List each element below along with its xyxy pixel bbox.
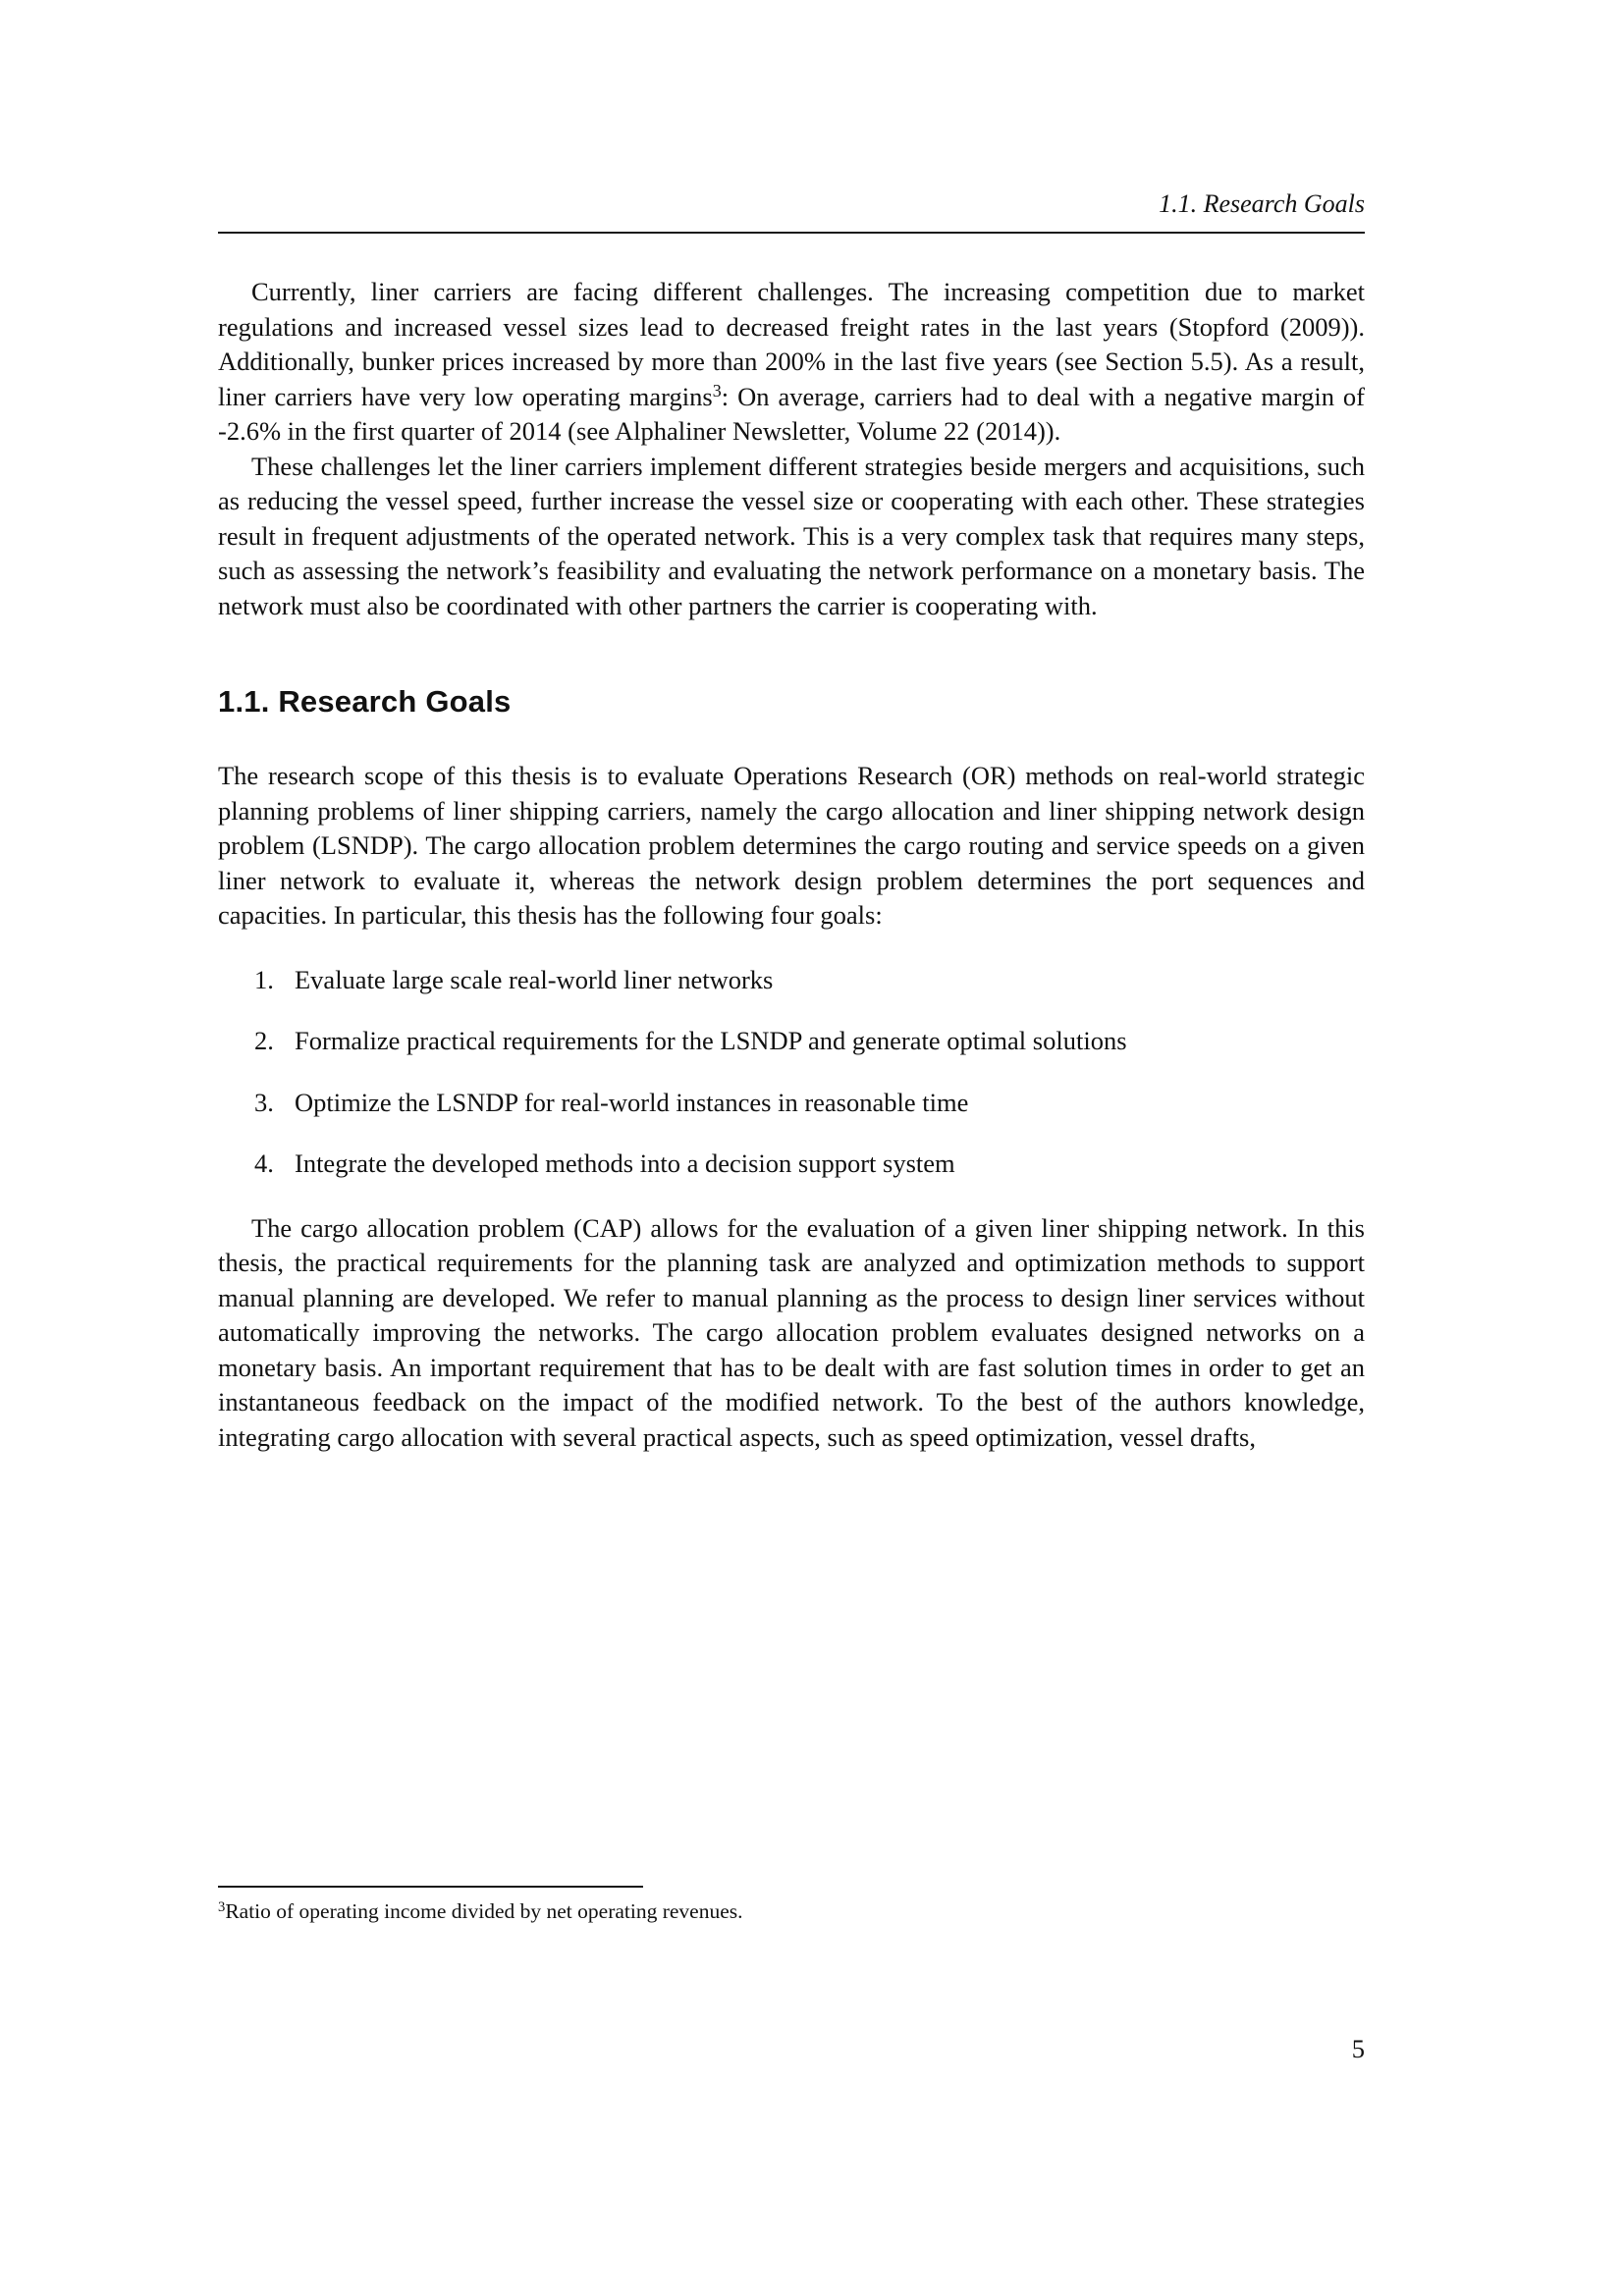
list-item-text: Evaluate large scale real-world liner networks <box>295 964 774 994</box>
paragraph-text: Currently, liner carriers are facing different challenges. The increasing competition due to market regulations and increased vessel sizes lead to decreased freight rates in the last years (Stopford (2009)). Additionally, bunker prices increased by more than 200% in the last five years (see Section 5.5). As a result, liner carriers have very low operating margins <box>218 277 1365 411</box>
footnote-text <box>218 1898 1365 1925</box>
paragraph-intro-1 <box>218 275 1365 450</box>
section-heading: 1.1. Research Goals <box>218 684 512 719</box>
paragraph-text: : On average, carriers had to deal with a negative margin of -2.6% in the first quarter of 2014 (see Alphaliner Newsletter, Volume 22 (2014)). <box>218 381 1365 446</box>
list-item-text: Optimize the LSNDP for real-world instances in reasonable time <box>295 1087 969 1117</box>
footnote-number: 3 <box>218 1899 226 1916</box>
page-content <box>218 188 1365 1455</box>
list-item <box>218 1086 1365 1121</box>
paragraph-section-1: The research scope of this thesis is to evaluate Operations Research (OR) methods on real-world strategic planning problems of liner shipping carriers, namely the cargo allocation and liner shipping network design problem (LSNDP). The cargo allocation problem determines the cargo routing and service speeds on a given liner network to evaluate it, whereas the network design problem determines the port sequences and capacities. In particular, this thesis has the following four goals: <box>218 761 1365 930</box>
list-item-number: 3. <box>254 1087 274 1117</box>
list-item-number: 2. <box>254 1026 274 1055</box>
list-item-text: Formalize practical requirements for the LSNDP and generate optimal solutions <box>295 1026 1127 1055</box>
footnote-marker: 3 <box>712 381 722 401</box>
list-item-text: Integrate the developed methods into a decision support system <box>295 1148 955 1178</box>
running-head <box>218 188 1365 234</box>
goals-list <box>218 963 1365 1182</box>
list-item <box>218 1024 1365 1059</box>
footnote-body: Ratio of operating income divided by net operating revenues. <box>225 1899 743 1923</box>
footnote <box>218 1886 1365 1925</box>
running-head-title: 1.1. Research Goals <box>1159 189 1365 218</box>
list-item <box>218 1147 1365 1182</box>
list-item <box>218 963 1365 998</box>
paragraph-intro-2: These challenges let the liner carriers implement different strategies beside mergers and acquisitions, such as reducing the vessel speed, further increase the vessel size or cooperating with each other. These strategies result in frequent adjustments of the operated network. This is a very complex task that requires many steps, such as assessing the network’s feasibility and evaluating the network performance on a monetary basis. The network must also be coordinated with other partners the carrier is cooperating with. <box>218 451 1365 620</box>
footnote-rule <box>218 1886 643 1888</box>
list-item-number: 1. <box>254 964 274 994</box>
page-number: 5 <box>1351 2034 1365 2063</box>
paragraph-section-2: The cargo allocation problem (CAP) allows for the evaluation of a given liner shipping network. In this thesis, the practical requirements for the planning task are analyzed and optimization methods to support manual planning are developed. We refer to manual planning as the process to design liner services without automatically improving the networks. The cargo allocation problem evaluates designed networks on a monetary basis. An important requirement that has to be dealt with are fast solution times in order to get an instantaneous feedback on the impact of the modified network. To the best of the authors knowledge, integrating cargo allocation with several practical aspects, such as speed optimization, vessel drafts, <box>218 1212 1365 1452</box>
list-item-number: 4. <box>254 1148 274 1178</box>
